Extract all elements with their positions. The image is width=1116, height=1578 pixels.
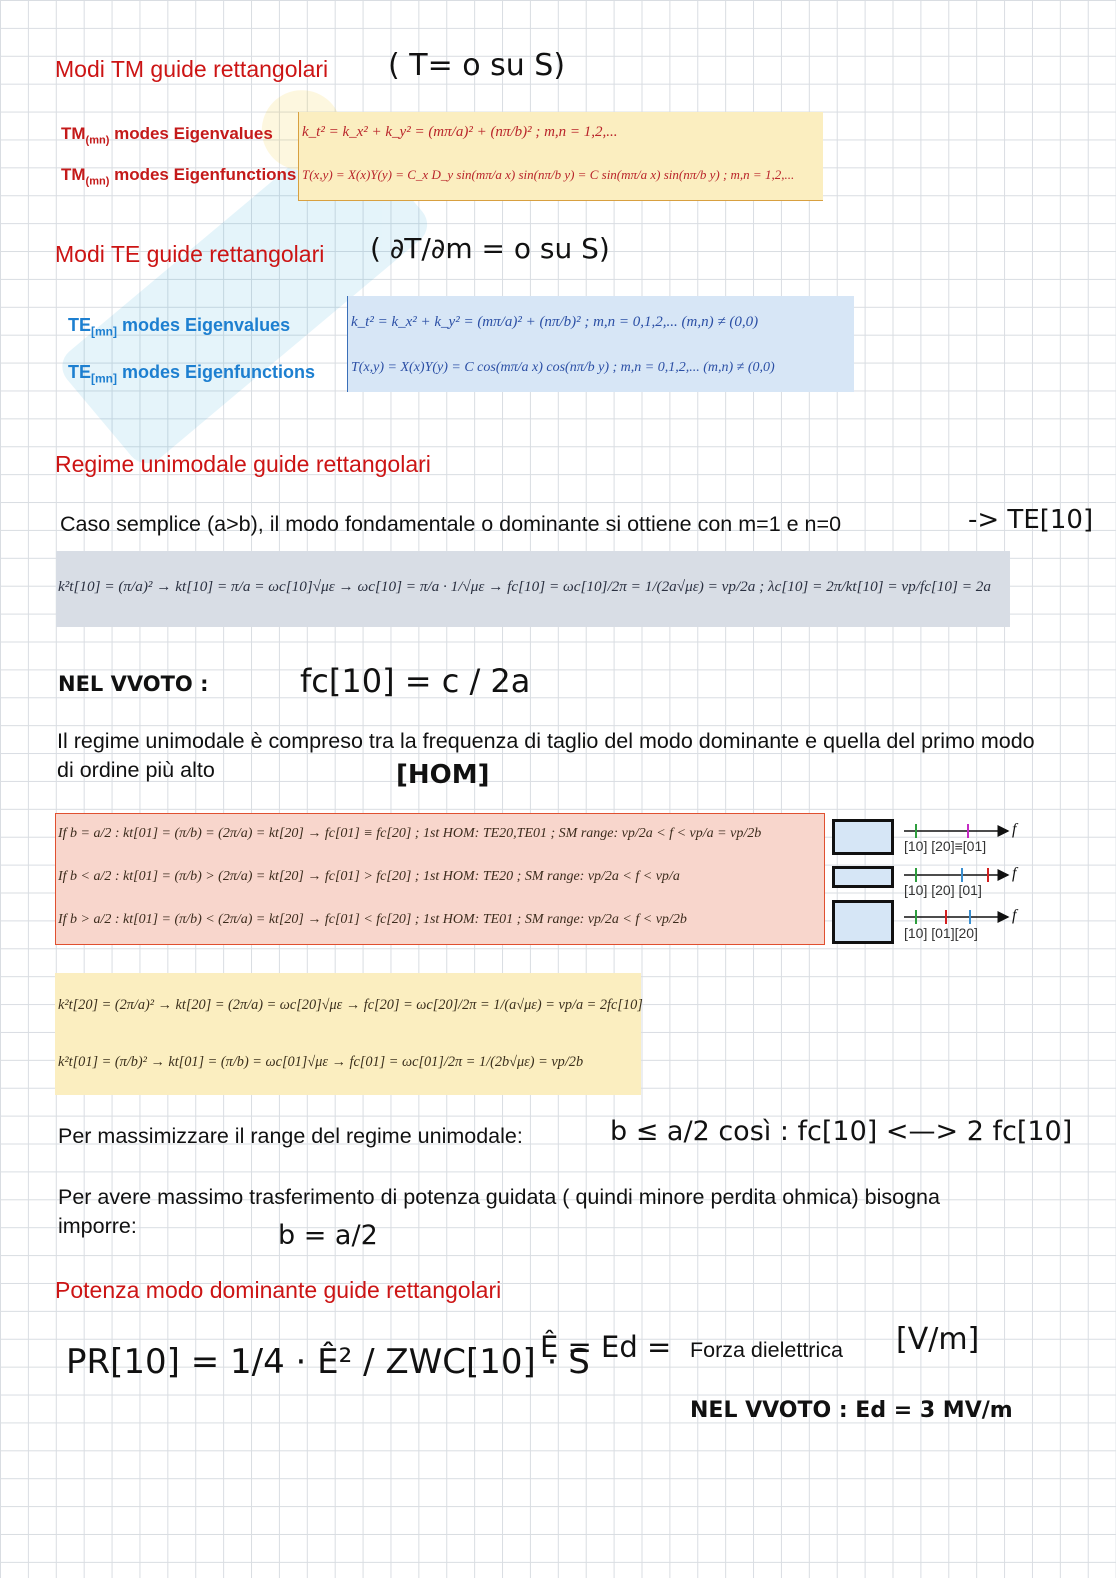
axis-f-2: f <box>1012 865 1017 882</box>
axis-labels-case-2: [10] [20] [01] <box>904 882 982 898</box>
dielectric-strength-label: Forza dielettrica <box>690 1338 843 1362</box>
dielectric-unit: [V/m] <box>896 1322 980 1357</box>
dominant-mode-equation: k²t[10] = (π/a)² → kt[10] = π/a = ωc[10]√με → ωc[10] = π/a · 1/√με → fc[10] = ωc[10]/2π = 1/(2a√με) = vp/2a ; λc[10] = 2π/kt[10] = vp/fc[10] = 2a <box>58 578 991 595</box>
tm-eigenfunctions-label: $TM_{(mn)}$ modes Eigenfunctions <box>61 165 297 188</box>
te-eigenvalues-label: $TE_{[mn]}$ modes Eigenvalues <box>68 315 291 339</box>
axis-f-1: f <box>1012 821 1017 838</box>
te-eigenvalues-equation: k_t² = k_x² + k_y² = (mπ/a)² + (nπ/b)² ; m,n = 0,1,2,... (m,n) ≠ (0,0) <box>351 314 759 330</box>
e-hat-definition: Ê = Ed = <box>540 1330 672 1364</box>
tm-eigenvalues-label: $TM_{(mn)}$ modes Eigenvalues <box>61 124 273 147</box>
tm-boundary-note: ( T= o su S) <box>388 48 566 83</box>
case-b-greater-half-a: If b > a/2 : kt[01] = (π/b) < (2π/a) = kt[20] → fc[01] < fc[20] ; 1st HOM: TE01 ; SM range: vp/2a < f < vp/2b <box>58 912 687 927</box>
axis-labels-case-3: [10] [01][20] <box>904 925 978 941</box>
unimodal-section-title: Regime unimodale guide rettangolari <box>55 451 431 477</box>
waveguide-section-b-greater-half-a <box>832 900 894 944</box>
hom-note: [HOM] <box>396 760 490 790</box>
higher-modes-equation-box <box>55 973 641 1095</box>
power-section-title: Potenza modo dominante guide rettangolari <box>55 1277 502 1303</box>
te20-equation: k²t[20] = (2π/a)² → kt[20] = (2π/a) = ωc[20]√με → fc[20] = ωc[20]/2π = 1/(a√με) = vp/a = 2fc[10] <box>58 997 643 1013</box>
te-boundary-note: ( ∂T/∂m = o su S) <box>370 232 610 265</box>
axis-labels-case-1: [10] [20]≡[01] <box>904 838 987 854</box>
te-eigenfunctions-label: $TE_{[mn]}$ modes Eigenfunctions <box>68 362 316 386</box>
axis-case-2 <box>904 868 1008 882</box>
axis-case-3 <box>904 910 1008 924</box>
tm-section-title: Modi TM guide rettangolari <box>55 56 329 82</box>
tm-eigenvalues-equation: k_t² = k_x² + k_y² = (mπ/a)² + (nπ/b)² ; m,n = 1,2,... <box>302 124 618 140</box>
waveguide-section-b-less-half-a <box>832 866 894 888</box>
simple-case-text: Caso semplice (a>b), il modo fondamentale o dominante si ottiene con m=1 e n=0 <box>60 512 842 536</box>
vacuum-cutoff-formula: fc[10] = c / 2a <box>300 662 531 700</box>
max-power-text: Per avere massimo trasferimento di potenza guidata ( quindi minore perdita ohmica) bisogna imporre: <box>58 1185 940 1238</box>
te-equation-box <box>347 296 854 392</box>
axis-f-3: f <box>1012 907 1017 924</box>
te-section-title: Modi TE guide rettangolari <box>55 241 325 267</box>
tm-eigenfunctions-equation: T(x,y) = X(x)Y(y) = C_x D_y sin(mπ/a x) sin(nπ/b y) = C sin(mπ/a x) sin(nπ/b y) ; m,n = 1,2,... <box>302 167 795 182</box>
waveguide-section-b-equal-half-a <box>832 819 894 855</box>
case-b-equal-half-a: If b = a/2 : kt[01] = (π/b) = (2π/a) = kt[20] → fc[01] ≡ fc[20] ; 1st HOM: TE20,TE01 ; SM range: vp/2a < f < vp/a = vp/2b <box>58 826 762 841</box>
maximize-range-note: b ≤ a/2 così : fc[10] <—> 2 fc[10] <box>610 1116 1073 1147</box>
range-text: Il regime unimodale è compreso tra la frequenza di taglio del modo dominante e quella del primo modo di ordine più alto <box>57 729 1035 782</box>
power-formula: PR[10] = 1/4 · Ê² / ZWC[10] · S <box>66 1342 590 1382</box>
vacuum-label: NEL VVOTO : <box>58 672 209 696</box>
te01-equation: k²t[01] = (π/b)² → kt[01] = (π/b) = ωc[01]√με → fc[01] = ωc[01]/2π = 1/(2b√με) = vp/2b <box>58 1054 584 1070</box>
axis-case-1 <box>904 824 1008 838</box>
vacuum-dielectric-strength: NEL VVOTO : Ed = 3 MV/m <box>690 1398 1013 1423</box>
te-eigenfunctions-equation: T(x,y) = X(x)Y(y) = C cos(mπ/a x) cos(nπ/b y) ; m,n = 0,1,2,... (m,n) ≠ (0,0) <box>351 360 775 375</box>
max-power-note: b = a/2 <box>278 1220 378 1251</box>
simple-case-note: -> TE[10] <box>968 505 1094 535</box>
maximize-range-text: Per massimizzare il range del regime unimodale: <box>58 1124 523 1148</box>
case-b-less-half-a: If b < a/2 : kt[01] = (π/b) > (2π/a) = kt[20] → fc[01] > fc[20] ; 1st HOM: TE20 ; SM range: vp/2a < f < vp/a <box>58 869 680 884</box>
